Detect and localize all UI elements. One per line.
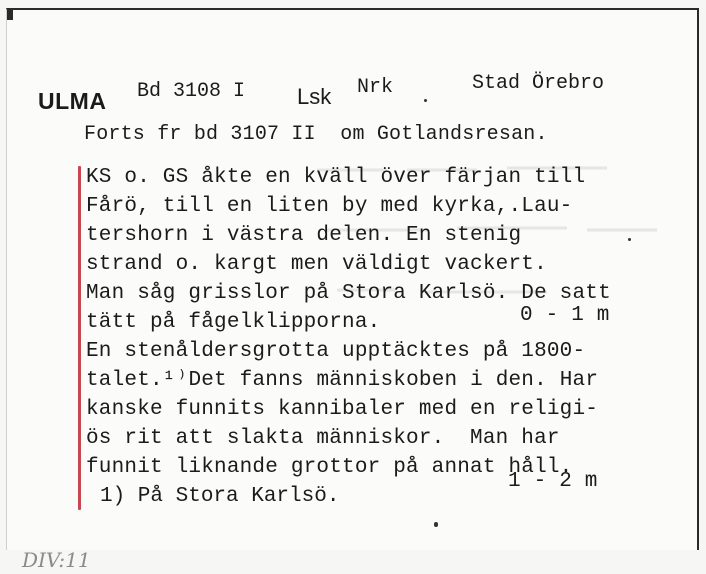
ink-speck — [424, 99, 427, 102]
body-line: strand o. kargt men väldigt vackert. — [86, 253, 547, 276]
body-line: tershorn i västra delen. En stenig — [86, 224, 522, 247]
body-line: ös rit att slakta människor. Man har — [86, 427, 560, 450]
footnote: 1) På Stora Karlsö. — [100, 485, 340, 508]
body-line: Fårö, till en liten by med kyrka,.Lau- — [86, 195, 573, 218]
volume-number: Bd 3108 I — [137, 80, 246, 103]
province-code: Lsk — [297, 84, 332, 109]
depth-mark-0-1: 0 - 1 m — [520, 304, 610, 327]
archive-code: ULMA — [38, 88, 107, 114]
depth-mark-1-2: 1 - 2 m — [508, 470, 598, 493]
pencil-annotation: DIV:11 — [22, 548, 91, 572]
body-line: talet.¹⁾Det fanns människoben i den. Har — [86, 369, 599, 392]
scan-corner-mark — [7, 10, 13, 20]
body-line: Man såg grisslor på Stora Karlsö. De satt — [86, 282, 611, 305]
ink-speck — [628, 238, 631, 241]
body-line: kanske funnits kannibaler med en religi- — [86, 398, 599, 421]
ink-speck — [434, 522, 438, 527]
continuation-note: Forts fr bd 3107 II om Gotlandsresan. — [84, 123, 548, 146]
margin-rule — [78, 166, 81, 510]
body-line: funnit liknande grottor på annat håll. — [86, 456, 573, 479]
body-line: tätt på fågelklipporna. — [86, 311, 381, 334]
parish-code: Nrk — [357, 76, 394, 99]
body-line: KS o. GS åkte en kväll över färjan till — [86, 166, 586, 189]
body-line: En stenåldersgrotta upptäcktes på 1800- — [86, 340, 586, 363]
place-name: Stad Örebro — [472, 72, 605, 95]
